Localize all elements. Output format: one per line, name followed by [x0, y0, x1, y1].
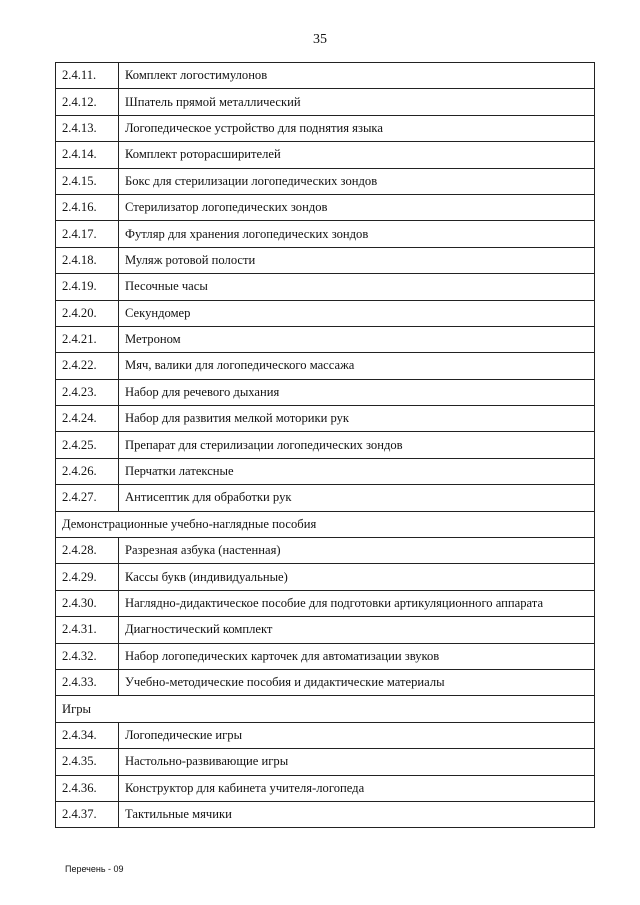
item-number: 2.4.37.: [56, 801, 119, 827]
table-row: [56, 326, 595, 352]
item-number: 2.4.23.: [56, 379, 119, 405]
section-title: Демонстрационные учебно-наглядные пособия: [56, 511, 595, 537]
item-number: 2.4.14.: [56, 142, 119, 168]
item-name: Антисептик для обработки рук: [119, 485, 595, 511]
table-row: [56, 564, 595, 590]
item-name: Стерилизатор логопедических зондов: [119, 194, 595, 220]
item-name: Перчатки латексные: [119, 458, 595, 484]
item-name: Шпатель прямой металлический: [119, 89, 595, 115]
equipment-table: [55, 62, 595, 828]
item-name: Логопедическое устройство для поднятия языка: [119, 115, 595, 141]
table-row: [56, 115, 595, 141]
table-row: [56, 142, 595, 168]
table-row: [56, 379, 595, 405]
item-name: Препарат для стерилизации логопедических зондов: [119, 432, 595, 458]
table-row: [56, 485, 595, 511]
section-title: Игры: [56, 696, 595, 722]
item-name: Разрезная азбука (настенная): [119, 538, 595, 564]
table-row: [56, 247, 595, 273]
item-number: 2.4.33.: [56, 669, 119, 695]
item-name: Футляр для хранения логопедических зондов: [119, 221, 595, 247]
table-row: [56, 722, 595, 748]
item-name: Набор для речевого дыхания: [119, 379, 595, 405]
item-name: Тактильные мячики: [119, 801, 595, 827]
table-row: [56, 89, 595, 115]
item-name: Песочные часы: [119, 274, 595, 300]
table-row: [56, 801, 595, 827]
item-name: Диагностический комплект: [119, 617, 595, 643]
item-number: 2.4.32.: [56, 643, 119, 669]
item-number: 2.4.16.: [56, 194, 119, 220]
item-name: Кассы букв (индивидуальные): [119, 564, 595, 590]
item-name: Мяч, валики для логопедического массажа: [119, 353, 595, 379]
item-number: 2.4.34.: [56, 722, 119, 748]
table-row: [56, 353, 595, 379]
item-number: 2.4.18.: [56, 247, 119, 273]
item-name: Набор для развития мелкой моторики рук: [119, 406, 595, 432]
table-row: [56, 274, 595, 300]
table-row: [56, 432, 595, 458]
item-number: 2.4.30.: [56, 590, 119, 616]
item-name: Комплект логостимулонов: [119, 63, 595, 89]
item-number: 2.4.21.: [56, 326, 119, 352]
item-number: 2.4.24.: [56, 406, 119, 432]
item-number: 2.4.22.: [56, 353, 119, 379]
item-name: Бокс для стерилизации логопедических зондов: [119, 168, 595, 194]
section-row: [56, 696, 595, 722]
item-name: Настольно-развивающие игры: [119, 749, 595, 775]
item-name: Логопедические игры: [119, 722, 595, 748]
item-number: 2.4.26.: [56, 458, 119, 484]
item-number: 2.4.17.: [56, 221, 119, 247]
table-row: [56, 63, 595, 89]
table-row: [56, 194, 595, 220]
item-number: 2.4.36.: [56, 775, 119, 801]
table-row: [56, 617, 595, 643]
section-row: [56, 511, 595, 537]
equipment-table-body: [56, 63, 595, 828]
item-number: 2.4.35.: [56, 749, 119, 775]
item-number: 2.4.31.: [56, 617, 119, 643]
item-name: Метроном: [119, 326, 595, 352]
item-number: 2.4.28.: [56, 538, 119, 564]
item-name: Комплект роторасширителей: [119, 142, 595, 168]
item-name: Муляж ротовой полости: [119, 247, 595, 273]
table-row: [56, 300, 595, 326]
item-name: Конструктор для кабинета учителя-логопеда: [119, 775, 595, 801]
table-row: [56, 168, 595, 194]
table-row: [56, 221, 595, 247]
item-number: 2.4.12.: [56, 89, 119, 115]
page-number: 35: [313, 32, 327, 47]
item-name: Набор логопедических карточек для автоматизации звуков: [119, 643, 595, 669]
table-row: [56, 590, 595, 616]
item-name: Учебно-методические пособия и дидактические материалы: [119, 669, 595, 695]
footer-note: Перечень - 09: [65, 864, 124, 874]
item-number: 2.4.25.: [56, 432, 119, 458]
item-name: Наглядно-дидактическое пособие для подготовки артикуляционного аппарата: [119, 590, 595, 616]
item-number: 2.4.13.: [56, 115, 119, 141]
table-row: [56, 406, 595, 432]
item-number: 2.4.15.: [56, 168, 119, 194]
item-number: 2.4.19.: [56, 274, 119, 300]
table-row: [56, 749, 595, 775]
item-number: 2.4.11.: [56, 63, 119, 89]
item-name: Секундомер: [119, 300, 595, 326]
table-row: [56, 643, 595, 669]
table-row: [56, 669, 595, 695]
item-number: 2.4.27.: [56, 485, 119, 511]
table-row: [56, 775, 595, 801]
table-row: [56, 538, 595, 564]
table-row: [56, 458, 595, 484]
item-number: 2.4.20.: [56, 300, 119, 326]
item-number: 2.4.29.: [56, 564, 119, 590]
